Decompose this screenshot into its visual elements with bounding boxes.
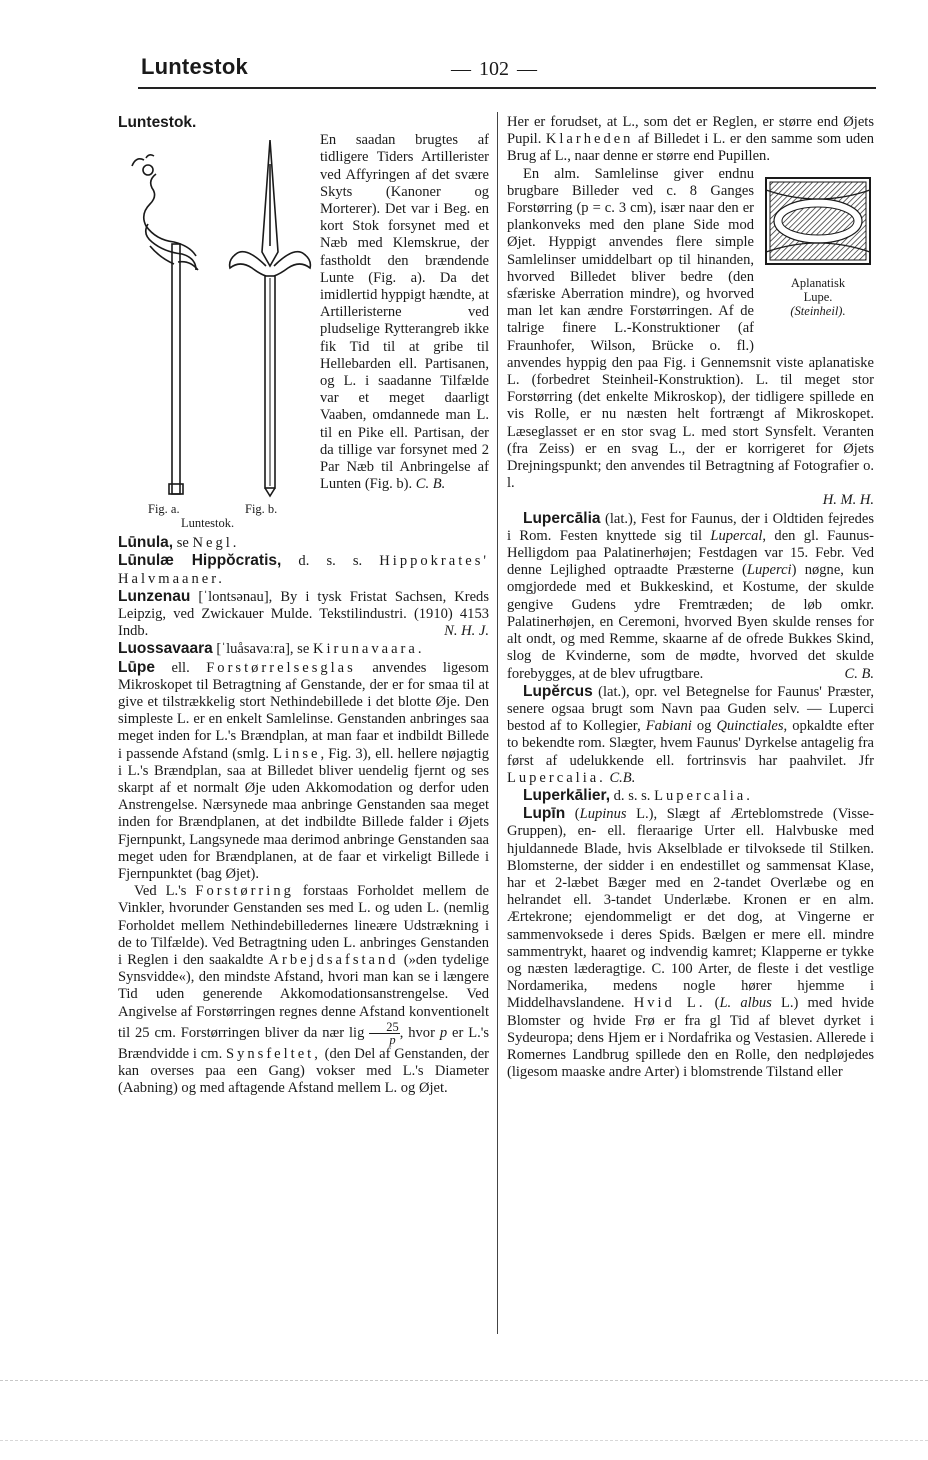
fraction-denominator: p [389, 1032, 396, 1047]
entry-text: ) nøgne, kun omgjordede med et Bukkeskind, et Kostume, der skulde gengive Gudens ydre Fremtræden; de løb omkr. Palatinerhøjen, en Ceremoni, hvorved Byen skulde renses for alt ondt, og med Remme, skaarne af de ofrede Bukkes Skind, slog de Kvinderne, som de mødte, hvorved det skulde forebygges, at de blev ufrugtbare. [507, 562, 874, 682]
figure-caption-title: Luntestok. [181, 516, 235, 531]
figure-caption-b: Fig. b. [245, 502, 278, 517]
entry-text: , opkaldte efter to bekendte rom. Slægter, hvem Faunus' Dyrkelse antagelig fra først af udelukkende ell. fortrinsvis har paahvilet. Jfr [507, 718, 874, 769]
entry-text: Ved L.'s [134, 883, 196, 900]
entry-text: d. s. s. [610, 787, 655, 804]
signature: N. H. J. [444, 623, 489, 640]
column-rule [497, 112, 498, 1334]
left-column [118, 114, 489, 1098]
entry-text: ( [565, 806, 580, 823]
entry-lupe-paragraph-2 [118, 883, 489, 1097]
entry-text: Her er forudset, at L., som det er Reglen, er større end Øjets Pupil. [507, 114, 874, 148]
entry-text: se [173, 535, 193, 552]
luntestok-fig-b [230, 140, 311, 496]
headword: Lunzenau [118, 587, 191, 605]
entry-lunula [118, 534, 489, 552]
headword: Lūpe [118, 658, 156, 676]
cross-reference: Kirunavaara. [312, 641, 425, 658]
cross-reference: Negl. [192, 535, 240, 552]
page-number-value: 102 [479, 58, 509, 80]
entry-text: ell. [155, 659, 207, 676]
headword: Lupĕrcus [523, 682, 593, 700]
entry-lunzenau [118, 588, 489, 641]
signature-line [507, 492, 874, 509]
entry-text: og [691, 718, 717, 735]
entry-luperkalier [507, 787, 874, 805]
entry-luossavaara [118, 640, 489, 658]
fraction-numerator: 25 [369, 1021, 400, 1034]
cross-reference: Hippokrates' Halvmaaner. [118, 553, 489, 587]
entry-text: af Billedet i L. er den samme som uden Brug af L., naar denne er større end Pupillen. [507, 131, 875, 165]
entry-lupercalia [507, 510, 874, 683]
entry-text: , hvor [399, 1024, 440, 1041]
lupe-illustration [762, 170, 874, 270]
headword: Luntestok. [118, 114, 197, 131]
figure-luntestok [118, 134, 314, 534]
entry-text: (den Del af Genstanden, der kan overses paa een Gang) vokser med L.'s Diameter (Aabning) og med aftagende Afstand mellem L. og Øjet. [118, 1045, 489, 1097]
entry-text: [ˈlontsənau], By i tysk Fristat Sachsen, Kreds Leipzig, ved Zwickauer Mulde. Tekstilindustri. (1910) 4153 Indb. [118, 588, 489, 640]
headword: Lupīn [523, 805, 566, 823]
entry-text: (lat.), opr. vel Betegnelse for Faunus' Præster, senere ogsaa brugt som Navn paa Guden selv. — Luperci bestod af to Kollegier, [507, 683, 874, 735]
italic-term: Luperci [746, 562, 792, 579]
cross-reference: Forstørrelsesglas [206, 659, 356, 676]
headword: Lupercālia [523, 509, 601, 527]
term-spaced: Forstørring [195, 883, 294, 900]
running-header-word: Luntestok [141, 54, 248, 79]
figure-caption-a: Fig. a. [148, 502, 180, 517]
luntestok-fig-a [132, 155, 198, 494]
entry-text: anvendes ligesom Mikroskopet til Betragtning af Genstande, der er for smaa til at give et tilstrækkelig stort Nethindebillede i det blotte Øje. Den simpleste L. er en enkelt Samlelinse. Genstanden anbringes saa meget inden for L.'s Brændplan, at man faar et indbildt Billede i passende Afstand (smlg. [118, 659, 489, 762]
scan-artifact-line [0, 1380, 928, 1381]
page-number [451, 58, 537, 81]
header-rule [138, 87, 876, 89]
entry-text: ( [705, 995, 720, 1012]
entry-text: En saadan brugtes af tidligere Tiders Artillerister ved Affyringen af det svære Skyts (Kanoner og Morterer). Det var i Beg. en kort Stok forsynet med et Næb med Klemskrue, der fastholdt den brændende Lunte (Fig. a). Da det imidlertid hyppigt hændte, at Artilleristerne ved pludselige Rytterangreb ikke fik Tid til at gribe til Hellebarden ell. Partisanen, og L. i saadanne Tilfælde var et meget daarligt Vaaben, omdannede man L. til en Pike ell. Partisan, der da tillige var forsynet med 2 Par Næb til Anbringelse af Lunten (Fig. b). [320, 132, 489, 493]
entry-text: , den gl. Faunus-Helligdom paa Palatinerhøjen; Festdagen var 15. Febr. Ved denne Lejlighed optraadte Præsterne ( [507, 527, 874, 579]
variable: p [439, 1024, 448, 1041]
term-spaced: Hvid L. [633, 995, 706, 1012]
entry-luntestok [118, 114, 489, 132]
entry-text: , Fig. 3), ell. hellere nøjagtig i L.'s Brændplan, saa at Billedet bliver uendelig fjernt og ses skarpt af et normalt Øje uden Akkomodation og derfor uden Anstrengelse. Nærsynede maa anbringe Genstanden saa meget inden for Brændplanen, at det indbildte Billede falder i Øjets Fjernpunkt, Langsynede maa derimod anbringe Genstanden saa meget uden for Brændplanen, at de faar et virkeligt Billede i Fjernpunktet (bag Øjet). [118, 745, 489, 883]
entry-text: En alm. Samlelinse giver endnu brugbare Billeder ved c. 8 Ganges Forstørring (p = c. 3 cm), især naar den er plankonveks med den plane Side mod Øjet. Hyppigt anvendes flere simple Samlelinser umiddelbart op til hinanden, hvorved Billedet bliver bedre (den sfæriske Aberration mindre), og hvorved man let kan ændre Forstørringen. Af de talrige finere L.-Konstruktioner (af Fraunhofer, Wilson, Brücke o. fl.) anvendes hyppig den paa Fig. i Gennemsnit viste aplanatiske L. (forbedret Steinheil-Konstruktion). L. til meget stor Forstørring (det enkelte Mikroskop), der tidligere spillede en vis Rolle, er nu næsten helt fortrængt af Mikroskopet. Læseglasset er en stor svag L. med stort Synsfelt. Veranten (fra Zeiss) er en svag L., der er korrigeret for Øjets Drejningspunkt; den anvendes til Betragtning af Fotografier o. l. [507, 165, 874, 492]
headword: Lūnula, [118, 534, 174, 552]
figure-aplanatic-lupe [762, 170, 874, 338]
entry-text: er L.'s Brændvidde i cm. [118, 1024, 489, 1062]
scan-artifact-line [0, 1440, 928, 1441]
term-spaced: Arbejdsafstand [268, 952, 399, 969]
term-spaced: Synsfeltet, [226, 1045, 321, 1062]
italic-term: Lupercal [710, 527, 763, 544]
lupe-caption-line-2: Lupe. [803, 289, 833, 304]
page-number-dash-left: — [451, 58, 471, 80]
headword: Luperkālier, [523, 786, 611, 804]
entry-text: (lat.), Fest for Faunus, der i Oldtiden fejredes i Rom. Festen knyttede sig til [507, 510, 874, 544]
lupe-caption [762, 276, 874, 318]
entry-text: L.) med hvide Blomster og hvide Frø er fra gl Tid af blevet dyrket i Sydeuropa; dens Hjem er i Nordafrika og Vestasien. Allerede i Romernes Landbrug spillede den en Rolle, den nedpløjedes (ligesom maaske andre Arter) i blomstrende Tilstand eller [507, 995, 874, 1081]
term-spaced: Klarheden [545, 131, 634, 148]
entry-text: d. s. s. [281, 553, 380, 570]
signature: H. M. H. [822, 492, 874, 509]
italic-term: Lupinus [579, 806, 627, 823]
luntestok-illustration [118, 134, 314, 499]
lupe-caption-line-3: (Steinheil). [790, 303, 846, 318]
page-number-dash-right: — [517, 58, 537, 80]
signature: C.B. [609, 769, 636, 786]
cross-reference: Lupercalia. [507, 769, 606, 786]
entry-lupercus [507, 683, 874, 787]
entry-text: [ˈluåsavaːra], se [212, 641, 313, 658]
entry-lunulae-hippocratis [118, 552, 489, 587]
lupe-caption-line-1: Aplanatisk [790, 275, 846, 290]
italic-term: Quinctiales [716, 718, 784, 735]
signature: C. B. [844, 665, 874, 682]
lupe-continued-1 [507, 114, 874, 166]
signature: C. B. [415, 476, 446, 493]
headword: Luossavaara [118, 640, 213, 658]
entry-lupin [507, 805, 874, 1081]
entry-lupe [118, 659, 489, 884]
fraction [369, 1021, 400, 1046]
cross-reference: Lupercalia. [654, 787, 753, 804]
cross-reference: Linse [273, 745, 321, 762]
entry-text: (»den tydelige Synsvidde«), den mindste Afstand, hvori man kan se i længere Tid uden generende Akkomodationsanstrengelse. Ved Angivelse af Forstørringen regnes denne Afstand konventionelt til 25 cm. Forstørringen bliver da nær lig [118, 952, 489, 1041]
italic-term: L. albus [719, 995, 772, 1012]
right-column [507, 114, 874, 1081]
italic-term: Fabiani [645, 718, 692, 735]
entry-text: L.), Slægt af Ærteblomstrede (Visse-Gruppen), en- ell. fleraarige Urter ell. Halvbuske med hjuldannede Blade, hvis Akselblade er tilvoksede til Stilken. Blomsterne, der sidder i en endestillet og sammensat Klase, har et 2-læbet Bæger med en 2-tandet Overlæbe og en helrandet ell. 3-tandet Underlæbe. Kronen er en alm. Ærtekrone; ejendommeligt er det dog, at Vingerne er sammenvoksede i deres Spids. Bælgen er mere ell. mindre sammentrykt, haaret og indvendig kamret; Klapperne er tykke og næsten læderagtige. C. 100 Arter, de fleste i det vestlige Nordamerika, medens nogle hører hjemme i Middelhavslandene. [507, 806, 874, 1012]
entry-text: forstaas Forholdet mellem de Vinkler, hvorunder Genstanden ses med L. og uden L. (nemlig Forholdet mellem Nethindebilledernes lineære Udstrækning i de to Tilfælde). Ved Betragtning uden L. anbringes Genstanden i Reglen i den saakaldte [118, 883, 489, 969]
headword: Lūnulæ Hippŏcratis, [118, 552, 282, 570]
